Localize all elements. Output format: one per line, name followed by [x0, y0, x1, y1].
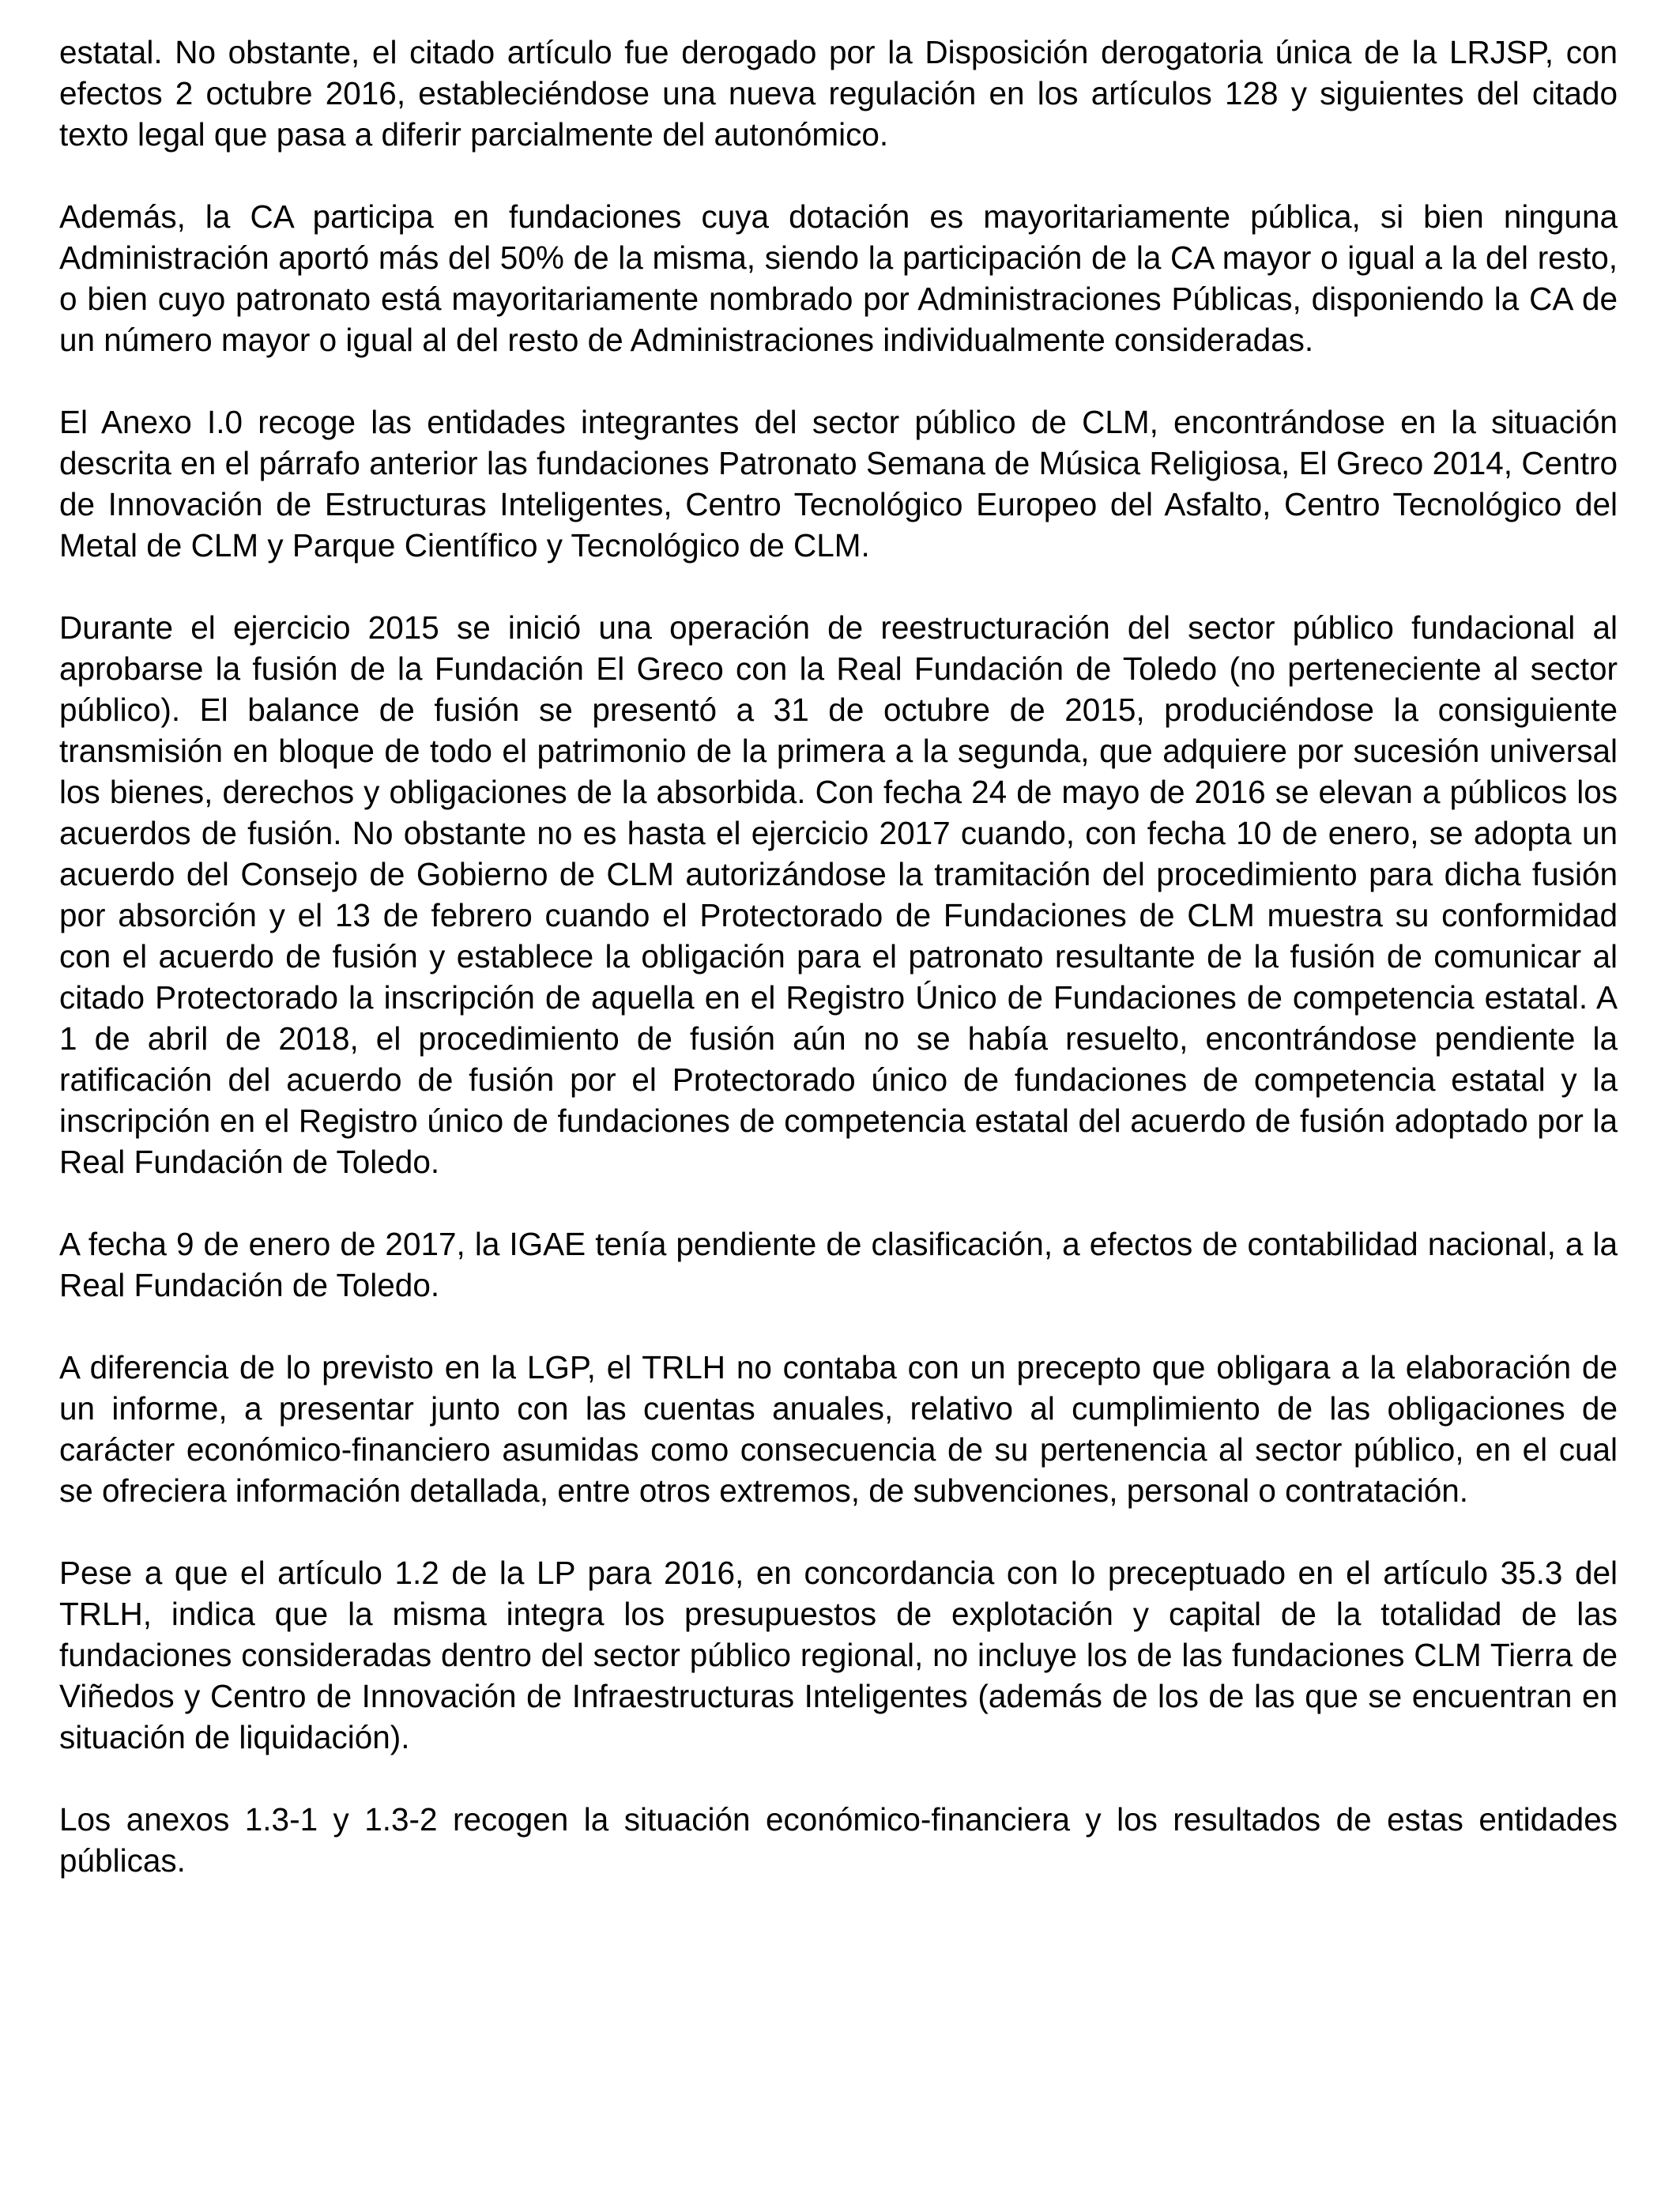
- paragraph-igae-classification: A fecha 9 de enero de 2017, la IGAE tenía pendiente de clasificación, a efectos de contabilidad nacional, a la Real Fundación de Toledo.: [59, 1226, 1618, 1303]
- paragraph-ca-participation: Además, la CA participa en fundaciones cuya dotación es mayoritariamente pública, si bien ninguna Administración aportó más del 50% de la misma, siendo la participación de la CA mayor o igual a la del resto, o bien cuyo patronato está mayoritariamente nombrado por Administraciones Públicas, disponiendo la CA de un número mayor o igual al del resto de Administraciones individualmente consideradas.: [59, 198, 1618, 358]
- paragraph-anexo-entities: El Anexo I.0 recoge las entidades integrantes del sector público de CLM, encontrándose en la situación descrita en el párrafo anterior las fundaciones Patronato Semana de Música Religiosa, El Greco 2014, Centro de Innovación de Estructuras Inteligentes, Centro Tecnológico Europeo del Asfalto, Centro Tecnológico del Metal de CLM y Parque Científico y Tecnológico de CLM.: [59, 404, 1618, 564]
- paragraph-anexos-results: Los anexos 1.3-1 y 1.3-2 recogen la situación económico-financiera y los resultados de estas entidades públicas.: [59, 1801, 1618, 1879]
- document-page: [59, 32, 1618, 1881]
- paragraph-lgp-difference: A diferencia de lo previsto en la LGP, el TRLH no contaba con un precepto que obligara a la elaboración de un informe, a presentar junto con las cuentas anuales, relativo al cumplimiento de las obligaciones de carácter económico-financiero asumidas como consecuencia de su pertenencia al sector público, en el cual se ofreciera información detallada, entre otros extremos, de subvenciones, personal o contratación.: [59, 1349, 1618, 1509]
- paragraph-lp-2016: Pese a que el artículo 1.2 de la LP para 2016, en concordancia con lo preceptuado en el artículo 35.3 del TRLH, indica que la misma integra los presupuestos de explotación y capital de la totalidad de las fundaciones consideradas dentro del sector público regional, no incluye los de las fundaciones CLM Tierra de Viñedos y Centro de Innovación de Infraestructuras Inteligentes (además de los de las que se encuentran en situación de liquidación).: [59, 1555, 1618, 1755]
- paragraph-restructuring-2015: Durante el ejercicio 2015 se inició una operación de reestructuración del sector público fundacional al aprobarse la fusión de la Fundación El Greco con la Real Fundación de Toledo (no perteneciente al sector público). El balance de fusión se presentó a 31 de octubre de 2015, produciéndose la consiguiente transmisión en bloque de todo el patrimonio de la primera a la segunda, que adquiere por sucesión universal los bienes, derechos y obligaciones de la absorbida. Con fecha 24 de mayo de 2016 se elevan a públicos los acuerdos de fusión. No obstante no es hasta el ejercicio 2017 cuando, con fecha 10 de enero, se adopta un acuerdo del Consejo de Gobierno de CLM autorizándose la tramitación del procedimiento para dicha fusión por absorción y el 13 de febrero cuando el Protectorado de Fundaciones de CLM muestra su conformidad con el acuerdo de fusión y establece la obligación para el patronato resultante de la fusión de comunicar al citado Protectorado la inscripción de aquella en el Registro Único de Fundaciones de competencia estatal. A 1 de abril de 2018, el procedimiento de fusión aún no se había resuelto, encontrándose pendiente la ratificación del acuerdo de fusión por el Protectorado único de fundaciones de competencia estatal y la inscripción en el Registro único de fundaciones de competencia estatal del acuerdo de fusión adoptado por la Real Fundación de Toledo.: [59, 609, 1618, 1180]
- paragraph-derogation: estatal. No obstante, el citado artículo fue derogado por la Disposición derogatoria única de la LRJSP, con efectos 2 octubre 2016, estableciéndose una nueva regulación en los artículos 128 y siguientes del citado texto legal que pasa a diferir parcialmente del autonómico.: [59, 34, 1618, 153]
